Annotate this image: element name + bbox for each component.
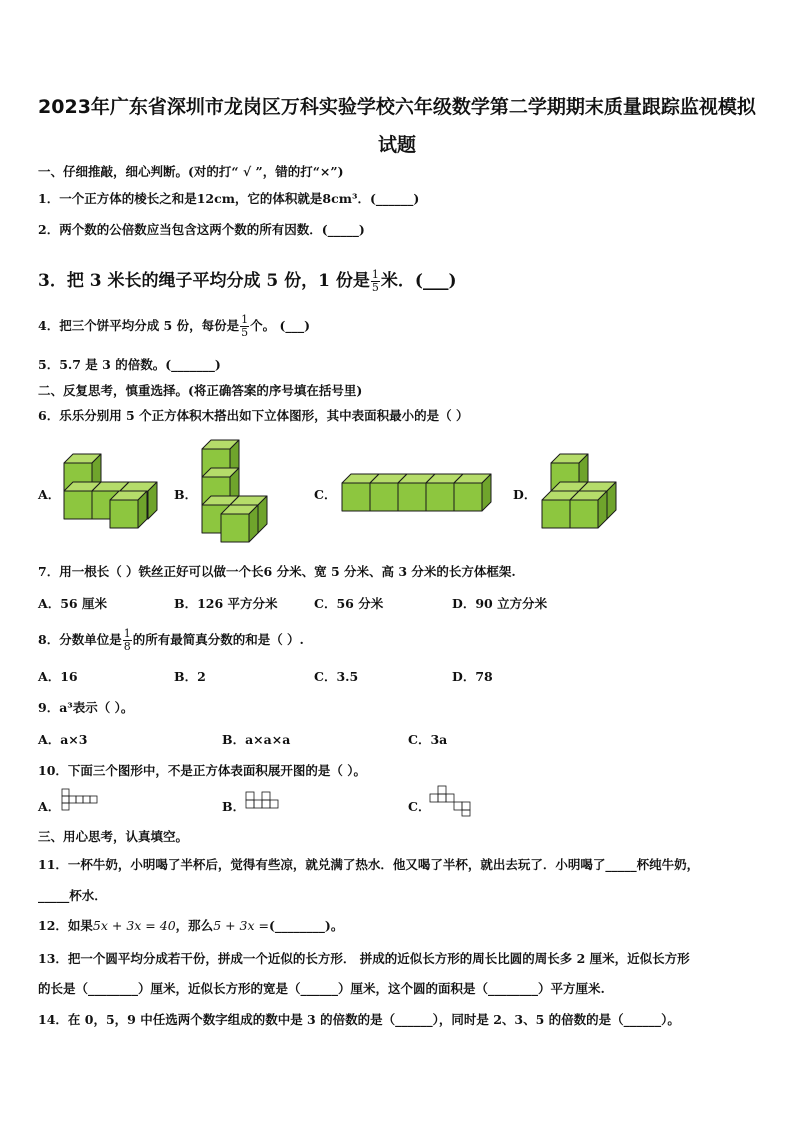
q10-net-c bbox=[430, 786, 474, 816]
q10-net-a bbox=[62, 789, 102, 815]
cube bbox=[110, 491, 147, 528]
q7-option-b: B．126 平方分米 bbox=[174, 596, 278, 611]
question-14: 14．在 0，5，9 中任选两个数字组成的数中是 3 的倍数的是（______），同时是 2、3、5 的倍数的是（______）。 bbox=[38, 1012, 680, 1027]
q9-option-a: A．a×3 bbox=[38, 732, 88, 747]
question-13-line2: 的长是（________）厘米，近似长方形的宽是（______）厘米，这个圆的面积是（________）平方厘米. bbox=[38, 981, 605, 996]
q8-option-a: A．16 bbox=[38, 669, 78, 684]
q6-option-b-label: B． bbox=[174, 487, 198, 502]
section2-heading: 二、反复思考，慎重选择。(将正确答案的序号填在括号里) bbox=[38, 383, 363, 398]
q7-option-c: C．56 分米 bbox=[314, 596, 384, 611]
section1-heading: 一、仔细推敲，细心判断。(对的打“ √ ”，错的打“×”) bbox=[38, 164, 344, 179]
q9-option-c: C．3a bbox=[408, 732, 448, 747]
question-2: 2．两个数的公倍数应当包含这两个数的所有因数．(_____) bbox=[38, 222, 365, 237]
question-8: 8．分数单位是 $\frac{1}{8}$ 的所有最简真分数的和是（ ）. bbox=[38, 627, 304, 653]
q6-figure-c-cubes bbox=[340, 472, 500, 522]
q9-option-b: B．a×a×a bbox=[222, 732, 291, 747]
q10-net-b bbox=[246, 789, 286, 815]
q10-option-a-label: A． bbox=[38, 799, 61, 814]
q6-figure-b-cubes bbox=[200, 438, 280, 554]
q8-option-d: D．78 bbox=[452, 669, 493, 684]
q6-figure-a-cubes bbox=[62, 452, 162, 534]
question-6: 6．乐乐分别用 5 个正方体积木搭出如下立体图形，其中表面积最小的是（ ） bbox=[38, 408, 469, 423]
question-3-post: 米．(___) bbox=[380, 271, 457, 291]
q12-equation: 5x + 3x = 40 bbox=[92, 918, 176, 933]
q6-option-d-label: D． bbox=[513, 487, 537, 502]
fraction-1-5: $\frac{1}{5}$ bbox=[371, 268, 379, 294]
question-11-line2: _____杯水． bbox=[38, 888, 107, 903]
cube bbox=[454, 474, 491, 511]
cube bbox=[570, 491, 607, 528]
q7-option-d: D．90 立方分米 bbox=[452, 596, 548, 611]
q6-figure-d-cubes bbox=[540, 452, 620, 534]
question-3-pre: 3．把 3 米长的绳子平均分成 5 份，1 份是 bbox=[38, 271, 370, 291]
q12-expression: 5 + 3x = bbox=[213, 918, 270, 933]
question-5: 5．5.7 是 3 的倍数。(_______) bbox=[38, 357, 221, 372]
question-12: 12．如果5x + 3x = 40，那么5 + 3x =(________)。 bbox=[38, 918, 344, 933]
q10-option-b-label: B． bbox=[222, 799, 246, 814]
question-10: 10．下面三个图形中，不是正方体表面积展开图的是（ ）。 bbox=[38, 763, 366, 778]
exam-title-line2: 试题 bbox=[377, 134, 416, 156]
q8-option-c: C．3.5 bbox=[314, 669, 359, 684]
q6-option-a-label: A． bbox=[38, 487, 61, 502]
question-11-line1: 11．一杯牛奶，小明喝了半杯后，觉得有些凉，就兑满了热水．他又喝了半杯，就出去玩了．小明喝了_____杯纯牛奶， bbox=[38, 857, 700, 872]
question-13-line1: 13．把一个圆平均分成若干份，拼成一个近似的长方形． 拼成的近似长方形的周长比圆的周长多 2 厘米，近似长方形 bbox=[38, 951, 690, 966]
q10-option-c-label: C． bbox=[408, 799, 431, 814]
fraction-1-5: $\frac{1}{5}$ bbox=[241, 313, 249, 339]
question-7: 7．用一根长（ ）铁丝正好可以做一个长6 分米、宽 5 分米、高 3 分米的长方体框架. bbox=[38, 564, 516, 579]
section3-heading: 三、用心思考，认真填空。 bbox=[38, 829, 189, 844]
q8-option-b: B．2 bbox=[174, 669, 206, 684]
exam-title-line1: 2023年广东省深圳市龙岗区万科实验学校六年级数学第二学期期末质量跟踪监视模拟 bbox=[38, 96, 756, 118]
question-4: 4．把三个饼平均分成 5 份，每份是 $\frac{1}{5}$ 个。 (___) bbox=[38, 313, 311, 339]
question-9: 9．a³表示（ ）。 bbox=[38, 700, 134, 715]
fraction-1-8: $\frac{1}{8}$ bbox=[123, 627, 131, 653]
cube bbox=[221, 505, 258, 542]
q6-option-c-label: C． bbox=[314, 487, 337, 502]
question-1: 1．一个正方体的棱长之和是12cm，它的体积就是8cm³．(______) bbox=[38, 191, 420, 206]
q7-option-a: A．56 厘米 bbox=[38, 596, 107, 611]
question-3 bbox=[38, 266, 457, 294]
